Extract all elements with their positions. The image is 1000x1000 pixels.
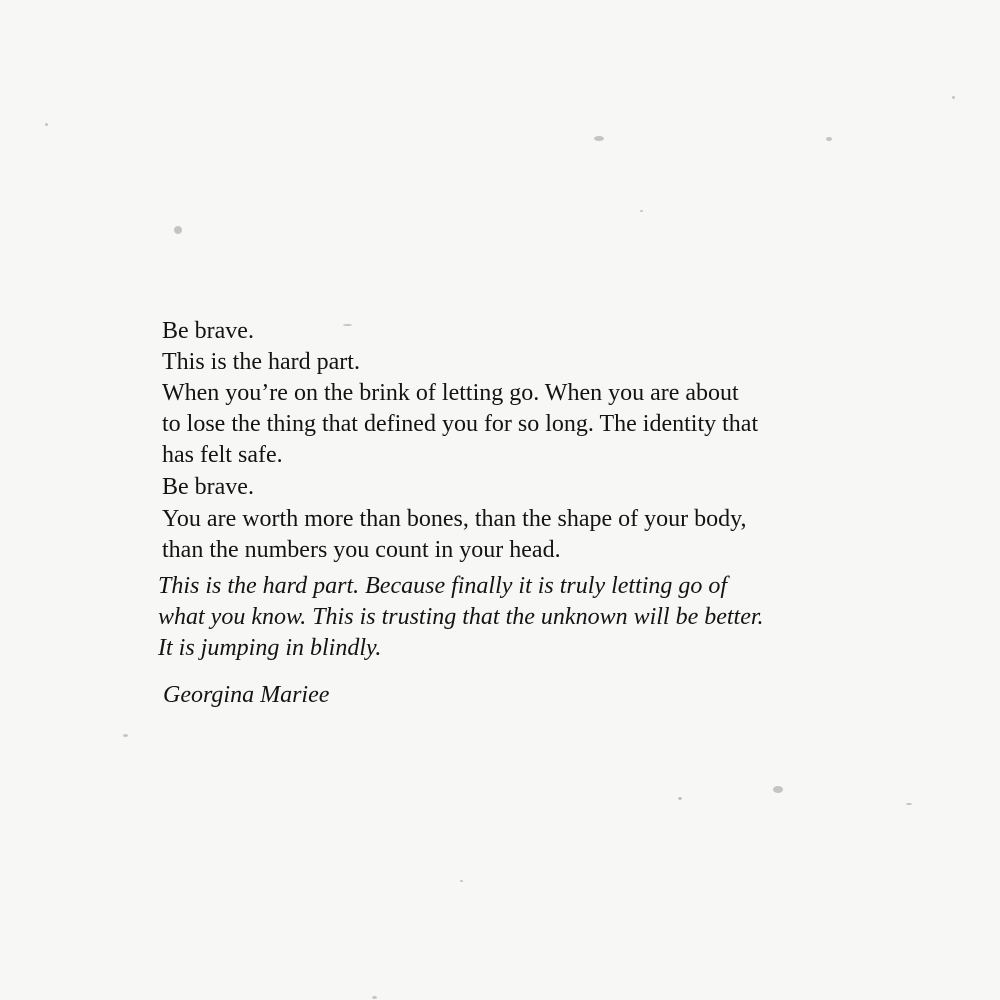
poem-line: to lose the thing that defined you for so long. The identity that xyxy=(162,411,759,437)
poem-line: Be brave. xyxy=(162,318,254,344)
poem-italic-line: It is jumping in blindly. xyxy=(158,635,382,661)
poem-line: When you’re on the brink of letting go. When you are about xyxy=(162,380,739,406)
author-signature: Georgina Mariee xyxy=(163,682,330,708)
poem-italic-line: This is the hard part. Because finally it is truly letting go of xyxy=(158,573,728,599)
poem-italic-line: what you know. This is trusting that the unknown will be better. xyxy=(158,604,764,630)
poem-line: This is the hard part. xyxy=(162,349,360,375)
poem-line: You are worth more than bones, than the shape of your body, xyxy=(162,506,747,532)
poem-line: Be brave. xyxy=(162,474,254,500)
poem-line: than the numbers you count in your head. xyxy=(162,537,561,563)
poem-line: has felt safe. xyxy=(162,442,283,468)
